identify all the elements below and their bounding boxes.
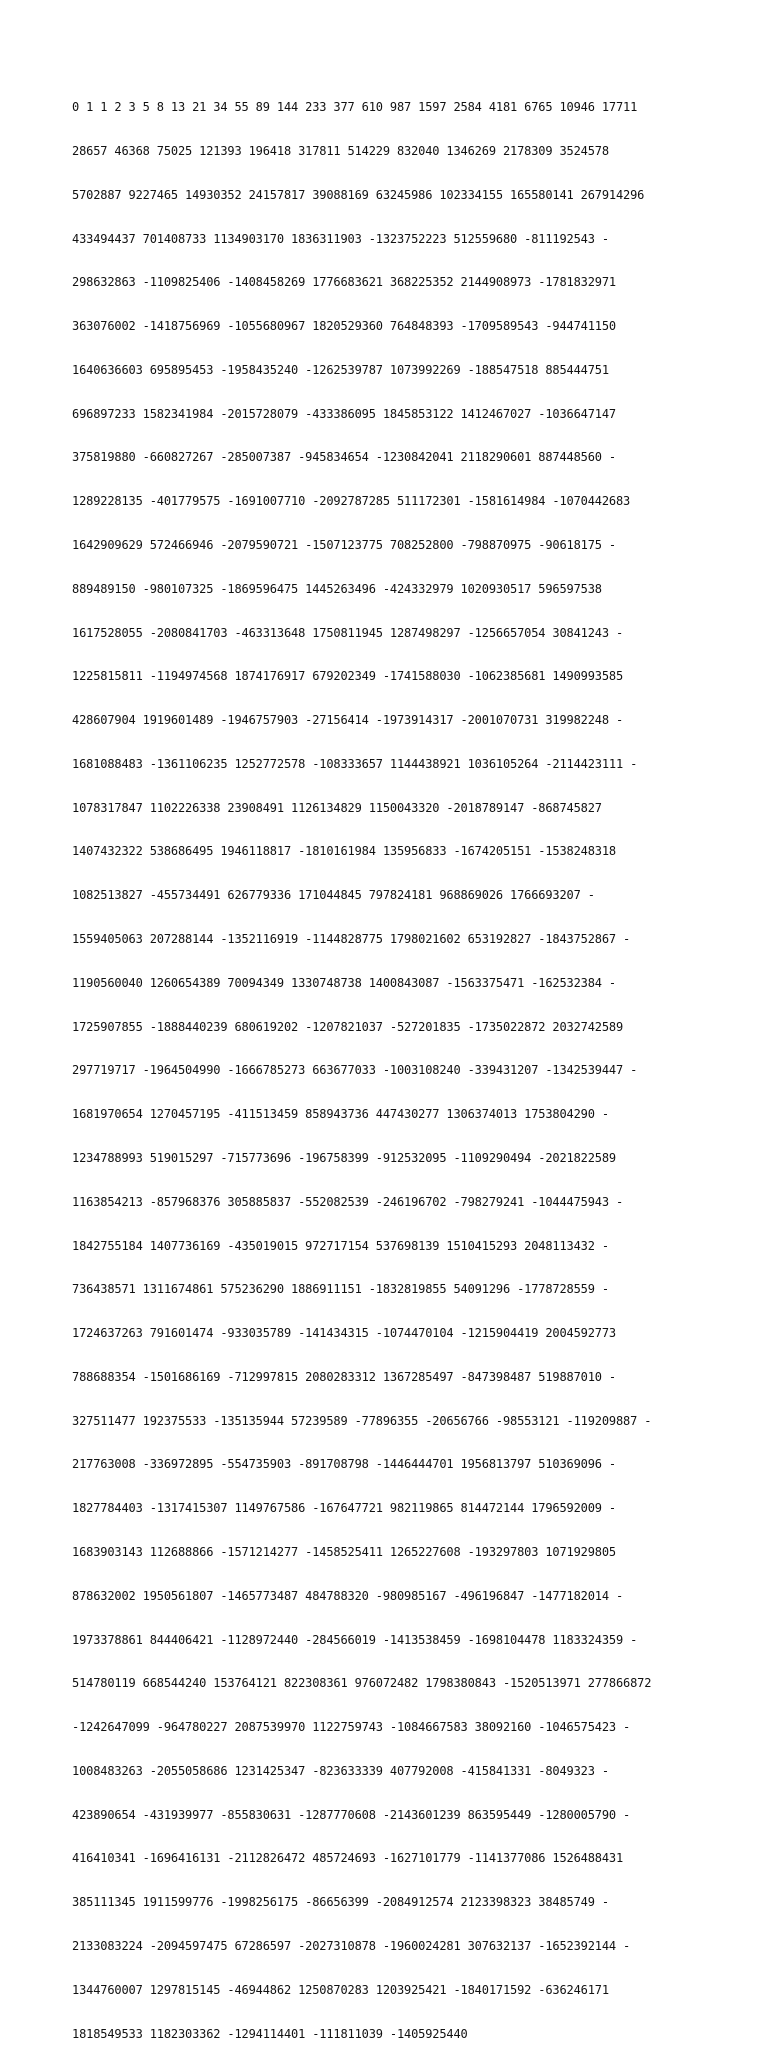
sequence-line-9: 375819880 -660827267 -285007387 -945834654 -1230842041 2118290601 887448560 - [72,450,616,465]
sequence-line-29: 1724637263 791601474 -933035789 -141434315 -1074470104 -1215904419 2004592773 [72,1326,616,1341]
sequence-text-block [72,71,702,2048]
sequence-line-22: 1725907855 -1888440239 680619202 -1207821037 -527201835 -1735022872 2032742589 [72,1019,624,1034]
sequence-line-18: 1407432322 538686495 1946118817 -1810161984 135956833 -1674205151 -1538248318 [72,844,616,859]
sequence-line-6: 363076002 -1418756969 -1055680967 1820529360 764848393 -1709589543 -944741150 [72,319,616,334]
sequence-line-7: 1640636603 695895453 -1958435240 -1262539787 1073992269 -188547518 885444751 [72,362,609,377]
sequence-line-45: 1818549533 1182303362 -1294114401 -111811039 -1405925440 [72,2026,468,2041]
sequence-line-25: 1234788993 519015297 -715773696 -196758399 -912532095 -1109290494 -2021822589 [72,1150,616,1165]
sequence-line-39: 1008483263 -2055058686 1231425347 -823633339 407792008 -415841331 -8049323 - [72,1763,609,1778]
sequence-line-43: 2133083224 -2094597475 67286597 -2027310878 -1960024281 307632137 -1652392144 - [72,1939,631,1953]
sequence-line-34: 1683903143 112688866 -1571214277 -1458525411 1265227608 -193297803 1071929805 [72,1544,616,1559]
sequence-line-14: 1225815811 -1194974568 1874176917 679202349 -1741588030 -1062385681 1490993585 [72,669,624,684]
sequence-line-44: 1344760007 1297815145 -46944862 1250870283 1203925421 -1840171592 -636246171 [72,1982,609,1997]
sequence-line-30: 788688354 -1501686169 -712997815 2080283312 1367285497 -847398487 519887010 - [72,1369,616,1384]
sequence-line-13: 1617528055 -2080841703 -463313648 1750811945 1287498297 -1256657054 30841243 - [72,625,624,640]
sequence-line-38: -1242647099 -964780227 2087539970 1122759743 -1084667583 38092160 -1046575423 - [72,1720,631,1735]
sequence-line-8: 696897233 1582341984 -2015728079 -433386095 1845853122 1412467027 -1036647147 [72,406,616,421]
sequence-line-40: 423890654 -431939977 -855830631 -1287770608 -2143601239 863595449 -1280005790 - [72,1807,631,1822]
sequence-line-5: 298632863 -1109825406 -1408458269 1776683621 368225352 2144908973 -1781832971 [72,275,616,290]
sequence-line-28: 736438571 1311674861 575236290 1886911151 -1832819855 54091296 -1778728559 - [72,1282,609,1297]
sequence-line-41: 416410341 -1696416131 -2112826472 485724693 -1627101779 -1141377086 1526488431 [72,1851,624,1866]
sequence-line-19: 1082513827 -455734491 626779336 171044845 797824181 968869026 1766693207 - [72,888,595,903]
sequence-line-23: 297719717 -1964504990 -1666785273 663677033 -1003108240 -339431207 -1342539447 - [72,1063,638,1078]
sequence-line-12: 889489150 -980107325 -1869596475 1445263496 -424332979 1020930517 596597538 [72,581,602,596]
sequence-line-42: 385111345 1911599776 -1998256175 -86656399 -2084912574 2123398323 38485749 - [72,1895,609,1910]
sequence-line-3: 5702887 9227465 14930352 24157817 39088169 63245986 102334155 165580141 267914296 [72,187,645,202]
sequence-line-24: 1681970654 1270457195 -411513459 858943736 447430277 1306374013 1753804290 - [72,1107,609,1122]
sequence-line-36: 1973378861 844406421 -1128972440 -284566019 -1413538459 -1698104478 1183324359 - [72,1632,638,1647]
sequence-line-26: 1163854213 -857968376 305885837 -552082539 -246196702 -798279241 -1044475943 - [72,1194,624,1209]
sequence-line-10: 1289228135 -401779575 -1691007710 -2092787285 511172301 -1581614984 -1070442683 [72,494,631,509]
sequence-line-35: 878632002 1950561807 -1465773487 484788320 -980985167 -496196847 -1477182014 - [72,1588,624,1603]
sequence-line-1: 0 1 1 2 3 5 8 13 21 34 55 89 144 233 377 610 987 1597 2584 4181 6765 10946 17711 [72,100,638,115]
sequence-line-16: 1681088483 -1361106235 1252772578 -108333657 1144438921 1036105264 -2114423111 - [72,756,638,771]
sequence-line-17: 1078317847 1102226338 23908491 1126134829 1150043320 -2018789147 -868745827 [72,800,602,815]
sequence-line-32: 217763008 -336972895 -554735903 -891708798 -1446444701 1956813797 510369096 - [72,1457,616,1472]
sequence-line-27: 1842755184 1407736169 -435019015 972717154 537698139 1510415293 2048113432 - [72,1238,609,1253]
sequence-line-33: 1827784403 -1317415307 1149767586 -167647721 982119865 814472144 1796592009 - [72,1501,616,1516]
sequence-line-15: 428607904 1919601489 -1946757903 -27156414 -1973914317 -2001070731 319982248 - [72,713,624,728]
sequence-line-4: 433494437 701408733 1134903170 1836311903 -1323752223 512559680 -811192543 - [72,231,609,246]
sequence-line-11: 1642909629 572466946 -2079590721 -1507123775 708252800 -798870975 -90618175 - [72,538,616,552]
sequence-line-21: 1190560040 1260654389 70094349 1330748738 1400843087 -1563375471 -162532384 - [72,975,616,990]
sequence-line-37: 514780119 668544240 153764121 822308361 976072482 1798380843 -1520513971 277866872 [72,1676,652,1691]
sequence-line-2: 28657 46368 75025 121393 196418 317811 514229 832040 1346269 2178309 3524578 [72,143,609,158]
sequence-line-31: 327511477 192375533 -135135944 57239589 -77896355 -20656766 -98553121 -119209887 - [72,1413,652,1428]
sequence-line-20: 1559405063 207288144 -1352116919 -1144828775 1798021602 653192827 -1843752867 - [72,932,631,947]
